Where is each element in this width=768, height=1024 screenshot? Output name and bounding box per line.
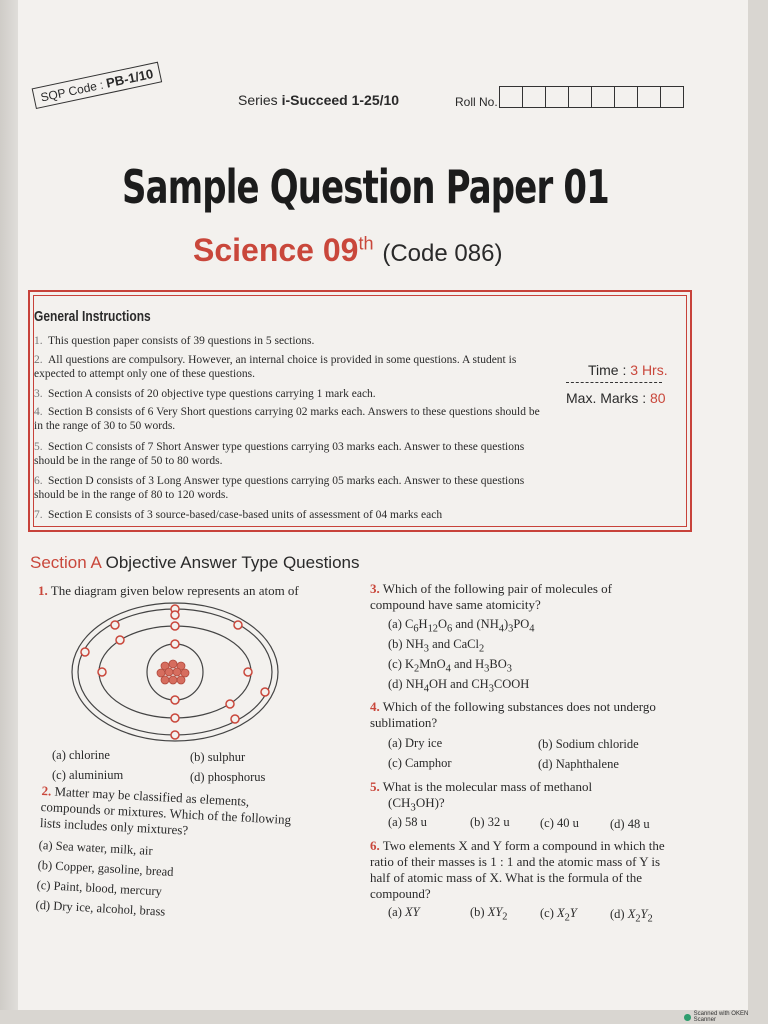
question-5: 5. What is the molecular mass of methanol $(CH_3OH)$? [370,779,593,814]
q5-option-b: (b) 32 u [470,815,510,829]
subject-heading [193,232,502,269]
subject-code: (Code 086) [382,240,503,267]
instruction-item: 6. Section D consists of 3 Long Answer type questions carrying 05 marks each. Answer to these questions should be in the range of 80 to 120 words. [34,475,525,501]
q5-option-c: (c) 40 u [540,816,579,830]
sqp-code-label: SQP Code : [39,77,105,105]
q5-option-d: (d) 48 u [610,817,650,831]
q3-option-c: (c) $K_2MnO_4$ and $H_3BO_3$ [388,657,512,675]
nucleus [157,660,189,684]
instruction-item: 2. All questions are compulsory. However, an internal choice is provided in some questions. A student is expected to attempt only one of these questions. [34,354,517,380]
series-line [238,92,399,108]
q1-option-c: (c) aluminium [52,768,124,782]
instruction-item: 7. Section E consists of 3 source-based/case-based units of assessment of 04 marks each [34,509,443,521]
q2-option-b: (b) Copper, gasoline, bread [37,857,174,879]
section-label: Section A [30,553,101,572]
instructions-heading: General Instructions [34,308,151,325]
time-allowed: Time : 3 Hrs. [588,362,668,378]
q1-option-a: (a) chlorine [52,748,110,762]
question-1: 1. The diagram given below represents an atom of [38,583,299,598]
q4-option-c: (c) Camphor [388,756,452,770]
q6-option-b: (b) $XY_2$ [470,905,508,923]
section-title: Objective Answer Type Questions [105,553,360,572]
q2-option-c: (c) Paint, blood, mercury [36,877,163,899]
question-2-block [35,783,312,929]
q6-option-c: (c) $X_2Y$ [540,906,577,924]
q3-option-b: (b) $NH_3$ and CaCl$_2$ [388,637,485,655]
max-marks: Max. Marks : 80 [566,390,666,406]
sqp-code: PB-1/10 [104,66,155,91]
instruction-item: 5. Section C consists of 7 Short Answer type questions carrying 03 marks each. Answer to these questions should be in the range of 50 to 80 words. [34,441,525,467]
question-4: 4. Which of the following substances does not undergo sublimation? [370,699,656,730]
q6-option-a: (a) XY [388,905,420,919]
q5-option-a: (a) 58 u [388,815,427,829]
section-heading [30,553,360,573]
instruction-item: 4. Section B consists of 6 Very Short questions carrying 02 marks each. Answers to these questions should be in the range of 30 to 50 words. [34,406,540,432]
time-value: 3 Hrs. [630,362,668,378]
divider [566,382,662,383]
marks-value: 80 [650,390,666,406]
q3-option-d: (d) $NH_4OH$ and $CH_3COOH$ [388,677,530,695]
subject-name: Science 09 [193,232,359,268]
q2-option-d: (d) Dry ice, alcohol, brass [35,897,166,919]
question-6: 6. Two elements X and Y form a compound in which the ratio of their masses is 1 : 1 and the atomic mass of Y is half of atomic mass of X. What is the formula of the compound? [370,838,665,901]
q1-option-b: (b) sulphur [190,750,246,764]
series-label: Series [238,92,282,108]
q4-option-b: (b) Sodium chloride [538,737,639,751]
subject-sup: th [358,233,374,254]
q3-option-a: (a) $C_6H_{12}O_6$ and $(NH_4)_3PO_4$ [388,617,535,635]
q6-option-d: (d) $X_2Y_2$ [610,907,653,925]
atom-diagram [60,600,300,745]
roll-no-label: Roll No. [455,95,498,109]
instruction-item: 1. This question paper consists of 39 questions in 5 sections. [34,335,315,347]
q4-option-a: (a) Dry ice [388,736,443,750]
q2-option-a: (a) Sea water, milk, air [38,837,154,858]
scanner-watermark: Scanned with OKEN Scanner [684,1011,768,1023]
series-value: i-Succeed 1-25/10 [281,92,400,108]
q1-option-d: (d) phosphorus [190,770,266,784]
instruction-item: 3. Section A consists of 20 objective type questions carrying 1 mark each. [34,388,376,400]
scanner-logo-icon [684,1014,691,1021]
question-2: 2. Matter may be classified as elements, compounds or mixtures. Which of the following lists includes only mixtures? [39,783,292,838]
question-3: 3. Which of the following pair of molecules of compound have same atomicity? [370,581,613,612]
roll-no-boxes [500,86,684,108]
page-title: Sample Question Paper 01 [122,160,609,214]
q4-option-d: (d) Naphthalene [538,757,619,771]
